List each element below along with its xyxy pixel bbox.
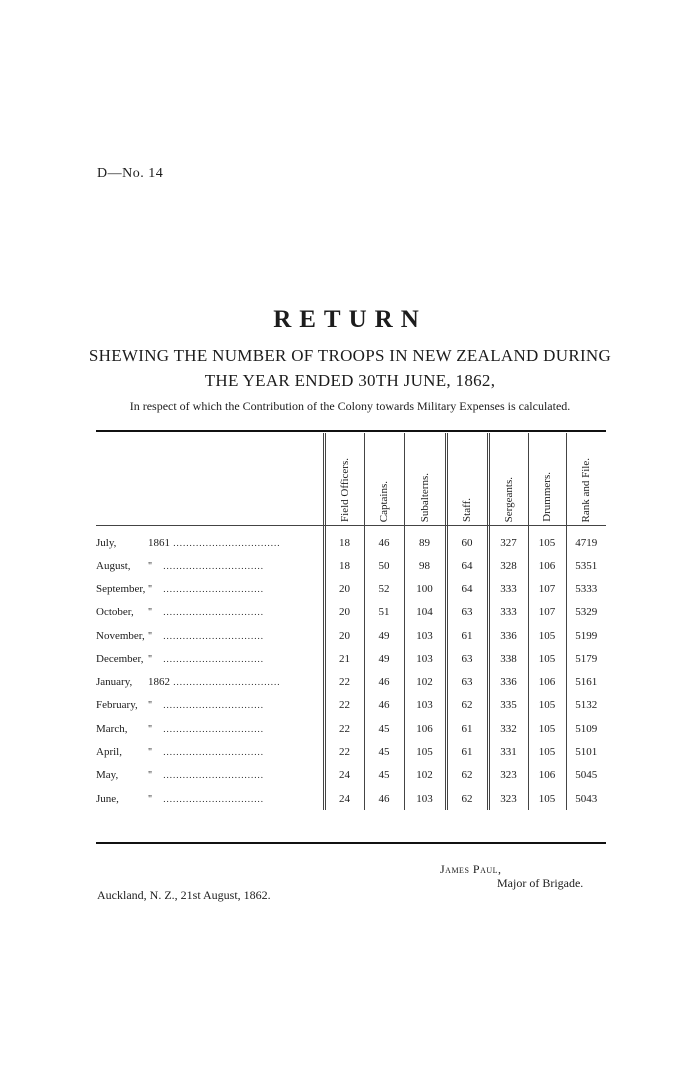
table-row <box>96 787 606 810</box>
cell-value: 5179 <box>575 652 598 665</box>
leader-dots: ............................... <box>160 747 264 758</box>
month-label: August, <box>96 559 131 572</box>
cell-value: 100 <box>404 577 446 600</box>
year-label: " <box>148 700 153 712</box>
table-row <box>96 647 606 670</box>
cell-value: 22 <box>324 694 364 717</box>
cell-value: 327 <box>488 525 528 554</box>
row-label <box>96 694 324 717</box>
month-label: June, <box>96 792 119 805</box>
table-row <box>96 525 606 554</box>
cell-value: 24 <box>324 764 364 787</box>
cell-value: 18 <box>324 554 364 577</box>
cell-value: 60 <box>446 525 488 554</box>
cell-value: 52 <box>364 577 404 600</box>
cell-value: 323 <box>488 787 528 810</box>
row-label <box>96 601 324 624</box>
cell-value: 102 <box>404 670 446 693</box>
cell-value: 107 <box>528 577 566 600</box>
row-label <box>96 577 324 600</box>
year-label: " <box>148 607 153 619</box>
table-row <box>96 670 606 693</box>
year-label: " <box>148 653 153 665</box>
cell-value: 49 <box>364 624 404 647</box>
cell-value: 49 <box>364 647 404 670</box>
year-label: " <box>148 793 153 805</box>
cell-value: 24 <box>324 787 364 810</box>
year-label: " <box>148 583 153 595</box>
leader-dots: ............................... <box>160 700 264 711</box>
table-row <box>96 577 606 600</box>
leader-dots: ............................... <box>160 583 264 594</box>
cell-value: 61 <box>446 624 488 647</box>
month-label: July, <box>96 536 117 549</box>
cell-value: 62 <box>446 694 488 717</box>
cell-value: 106 <box>528 554 566 577</box>
cell-value: 102 <box>404 764 446 787</box>
cell-value: 105 <box>528 525 566 554</box>
cell-value: 103 <box>404 647 446 670</box>
header-underline <box>96 525 606 526</box>
subtitle-line-1: SHEWING THE NUMBER OF TROOPS IN NEW ZEALAND DURING <box>88 346 612 365</box>
cell-value: 20 <box>324 601 364 624</box>
cell-value: 45 <box>364 717 404 740</box>
table-row <box>96 554 606 577</box>
cell-value: 103 <box>404 694 446 717</box>
month-label: December, <box>96 652 144 665</box>
document-number: D—No. 14 <box>97 166 164 181</box>
cell-value: 63 <box>446 647 488 670</box>
cell-value: 5132 <box>575 699 598 712</box>
cell-value: 64 <box>446 577 488 600</box>
table-row <box>96 624 606 647</box>
leader-dots: ............................... <box>160 653 264 664</box>
leader-dots: ............................... <box>160 607 264 618</box>
header-field-officers: Field Officers. <box>324 433 364 525</box>
header-captains: Captains. <box>364 433 404 525</box>
cell-value: 20 <box>324 624 364 647</box>
cell-value: 328 <box>488 554 528 577</box>
cell-value: 51 <box>364 601 404 624</box>
year-label: " <box>148 770 153 782</box>
cell-value: 5351 <box>575 559 598 572</box>
subtitle <box>0 343 700 393</box>
cell-value: 50 <box>364 554 404 577</box>
row-label <box>96 717 324 740</box>
subtitle-note: In respect of which the Contribution of the Colony towards Military Expenses is calculated. <box>129 399 571 413</box>
month-label: February, <box>96 699 138 712</box>
cell-value: 105 <box>528 717 566 740</box>
month-label: April, <box>96 746 122 759</box>
cell-value: 105 <box>404 740 446 763</box>
cell-value: 63 <box>446 670 488 693</box>
cell-value: 45 <box>364 764 404 787</box>
cell-value: 20 <box>324 577 364 600</box>
row-label <box>96 740 324 763</box>
cell-value: 89 <box>404 525 446 554</box>
table-row <box>96 694 606 717</box>
cell-value: 21 <box>324 647 364 670</box>
cell-value: 103 <box>404 624 446 647</box>
cell-value: 107 <box>528 601 566 624</box>
leader-dots: ............................... <box>160 793 264 804</box>
row-label <box>96 554 324 577</box>
table-bottom-rule <box>96 842 606 844</box>
leader-dots: ................................. <box>170 677 281 688</box>
row-label <box>96 624 324 647</box>
cell-value: 5333 <box>575 582 598 595</box>
cell-value: 105 <box>528 647 566 670</box>
cell-value: 5199 <box>575 629 598 642</box>
header-drummers: Drummers. <box>528 433 566 525</box>
header-blank <box>96 433 324 525</box>
header-rank-and-file: Rank and File. <box>580 457 593 522</box>
cell-value: 105 <box>528 740 566 763</box>
year-label: " <box>148 630 153 642</box>
cell-value: 61 <box>446 717 488 740</box>
cell-value: 98 <box>404 554 446 577</box>
cell-value: 46 <box>364 787 404 810</box>
cell-value: 333 <box>488 601 528 624</box>
cell-value: 332 <box>488 717 528 740</box>
cell-value: 46 <box>364 670 404 693</box>
month-label: May, <box>96 769 119 782</box>
return-title: RETURN <box>273 306 427 333</box>
table-row <box>96 764 606 787</box>
cell-value: 5045 <box>575 769 598 782</box>
cell-value: 64 <box>446 554 488 577</box>
leader-dots: ............................... <box>160 770 264 781</box>
year-label: " <box>148 560 153 572</box>
year-label: " <box>148 723 153 735</box>
cell-value: 105 <box>528 624 566 647</box>
cell-value: 5043 <box>575 792 598 805</box>
cell-value: 5329 <box>575 606 598 619</box>
header-subalterns: Subalterns. <box>404 433 446 525</box>
leader-dots: ............................... <box>160 630 264 641</box>
table-top-rule <box>96 430 606 432</box>
cell-value: 336 <box>488 624 528 647</box>
cell-value: 45 <box>364 740 404 763</box>
row-label <box>96 764 324 787</box>
table-header-row <box>96 433 606 525</box>
table-row <box>96 601 606 624</box>
cell-value: 5109 <box>575 722 598 735</box>
cell-value: 61 <box>446 740 488 763</box>
year-label: 1861 <box>148 536 170 549</box>
year-label: " <box>148 747 153 759</box>
cell-value: 46 <box>364 525 404 554</box>
month-label: September, <box>96 582 146 595</box>
cell-value: 103 <box>404 787 446 810</box>
cell-value: 336 <box>488 670 528 693</box>
leader-dots: ............................... <box>160 723 264 734</box>
cell-value: 323 <box>488 764 528 787</box>
year-label: 1862 <box>148 676 170 689</box>
month-label: January, <box>96 676 133 689</box>
month-label: March, <box>96 722 128 735</box>
cell-value: 338 <box>488 647 528 670</box>
cell-value: 22 <box>324 670 364 693</box>
header-staff: Staff. <box>446 433 488 525</box>
troops-table <box>96 433 606 810</box>
cell-value: 46 <box>364 694 404 717</box>
cell-value: 18 <box>324 525 364 554</box>
signature-name: James Paul, <box>440 862 502 876</box>
cell-value: 106 <box>528 670 566 693</box>
cell-value: 5161 <box>575 676 598 689</box>
cell-value: 22 <box>324 740 364 763</box>
cell-value: 5101 <box>575 746 598 759</box>
leader-dots: ............................... <box>160 560 264 571</box>
row-label <box>96 787 324 810</box>
cell-value: 22 <box>324 717 364 740</box>
cell-value: 62 <box>446 787 488 810</box>
cell-value: 106 <box>404 717 446 740</box>
header-sergeants: Sergeants. <box>488 433 528 525</box>
cell-value: 63 <box>446 601 488 624</box>
cell-value: 106 <box>528 764 566 787</box>
row-label <box>96 670 324 693</box>
signature-title: Major of Brigade. <box>497 876 584 890</box>
cell-value: 104 <box>404 601 446 624</box>
cell-value: 331 <box>488 740 528 763</box>
leader-dots: ................................. <box>170 537 281 548</box>
cell-value: 335 <box>488 694 528 717</box>
row-label <box>96 647 324 670</box>
cell-value: 105 <box>528 787 566 810</box>
cell-value: 333 <box>488 577 528 600</box>
month-label: October, <box>96 606 134 619</box>
row-label <box>96 525 324 554</box>
cell-value: 4719 <box>575 536 598 549</box>
subtitle-line-2: THE YEAR ENDED 30TH JUNE, 1862, <box>204 371 496 390</box>
cell-value: 105 <box>528 694 566 717</box>
cell-value: 62 <box>446 764 488 787</box>
place-and-date: Auckland, N. Z., 21st August, 1862. <box>97 888 271 902</box>
table-row <box>96 717 606 740</box>
month-label: November, <box>96 629 145 642</box>
table-row <box>96 740 606 763</box>
